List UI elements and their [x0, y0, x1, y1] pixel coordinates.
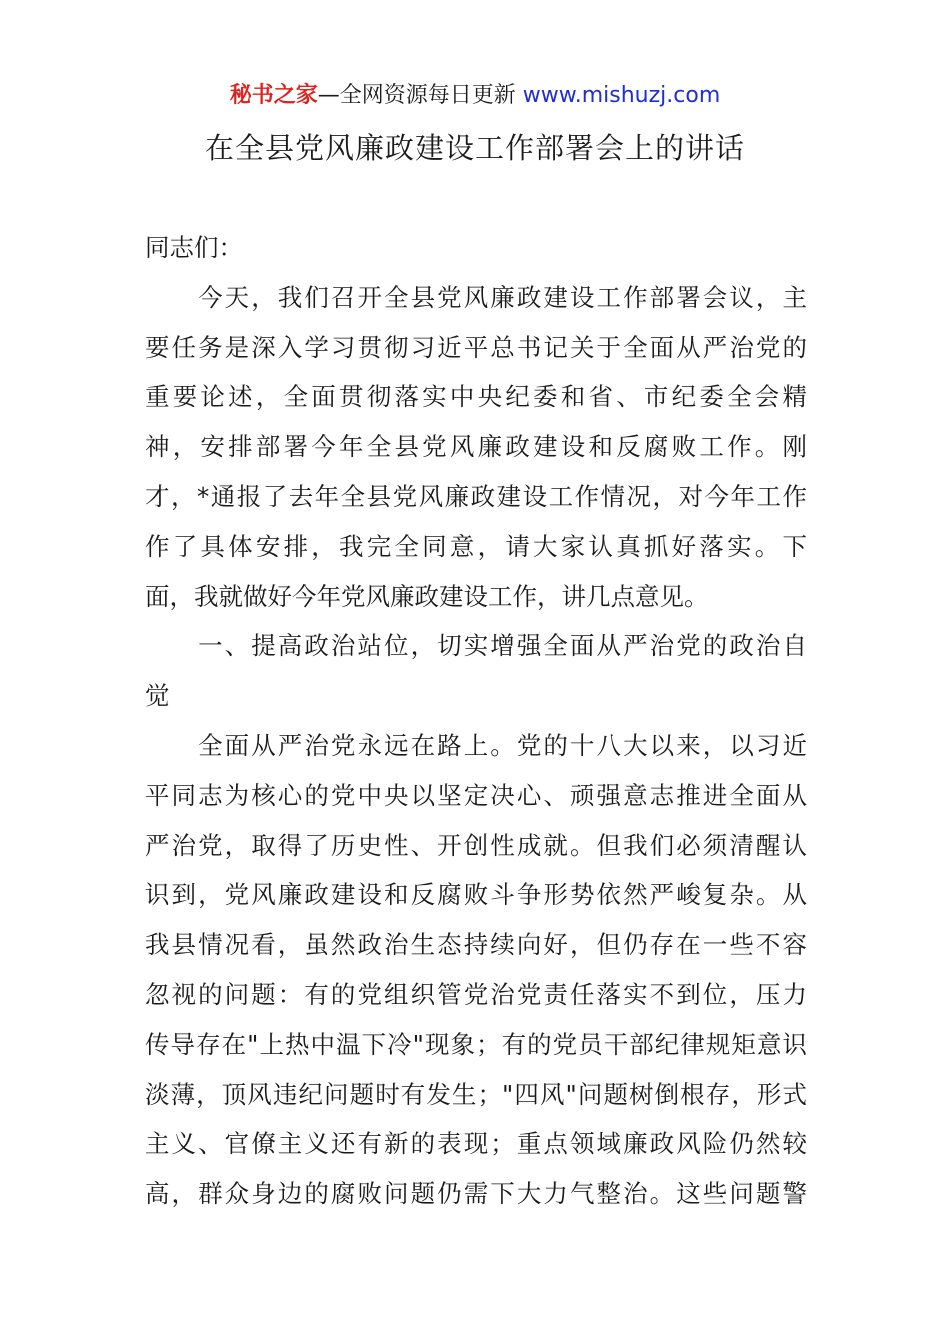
body-line: 高，群众身边的腐败问题仍需下大力气整治。这些问题警: [145, 1179, 807, 1209]
body-line: 严治党，取得了历史性、开创性成就。但我们必须清醒认: [145, 830, 807, 860]
body-line: 重要论述，全面贯彻落实中央纪委和省、市纪委全会精: [145, 382, 807, 412]
body-line: 面，我就做好今年党风廉政建设工作，讲几点意见。: [145, 581, 709, 611]
body-line: 我县情况看，虽然政治生态持续向好，但仍存在一些不容: [145, 930, 807, 960]
body-line: 神，安排部署今年全县党风廉政建设和反腐败工作。刚: [145, 432, 807, 462]
site-brand: 秘书之家: [229, 83, 318, 108]
document-body: [145, 223, 807, 1219]
section-heading: 一、提高政治站位，切实增强全面从严治党的政治自: [145, 631, 807, 661]
document-title: 在全县党风廉政建设工作部署会上的讲话: [204, 131, 745, 165]
body-line: 主义、官僚主义还有新的表现；重点领域廉政风险仍然较: [145, 1129, 807, 1159]
site-tagline: —全网资源每日更新: [317, 83, 516, 108]
site-url-link[interactable]: www.mishuzj.com: [522, 83, 721, 108]
body-line: 今天，我们召开全县党风廉政建设工作部署会议，主: [145, 282, 807, 312]
body-line: 平同志为核心的党中央以坚定决心、顽强意志推进全面从: [145, 780, 807, 810]
body-line: 识到，党风廉政建设和反腐败斗争形势依然严峻复杂。从: [145, 880, 807, 910]
site-header: [0, 80, 950, 112]
section-heading: 觉: [145, 681, 170, 711]
body-line: 淡薄，顶风违纪问题时有发生；"四风"问题树倒根存，形式: [145, 1079, 807, 1109]
body-line: 要任务是深入学习贯彻习近平总书记关于全面从严治党的: [145, 332, 807, 362]
body-line: 作了具体安排，我完全同意，请大家认真抓好落实。下: [145, 531, 807, 561]
body-line: 才，*通报了去年全县党风廉政建设工作情况，对今年工作: [145, 481, 807, 511]
body-line: 忽视的问题：有的党组织管党治党责任落实不到位，压力: [145, 979, 807, 1009]
body-line: 同志们：: [145, 233, 243, 262]
body-line: 传导存在"上热中温下冷"现象；有的党员干部纪律规矩意识: [145, 1029, 807, 1059]
body-line: 全面从严治党永远在路上。党的十八大以来，以习近: [145, 730, 807, 760]
